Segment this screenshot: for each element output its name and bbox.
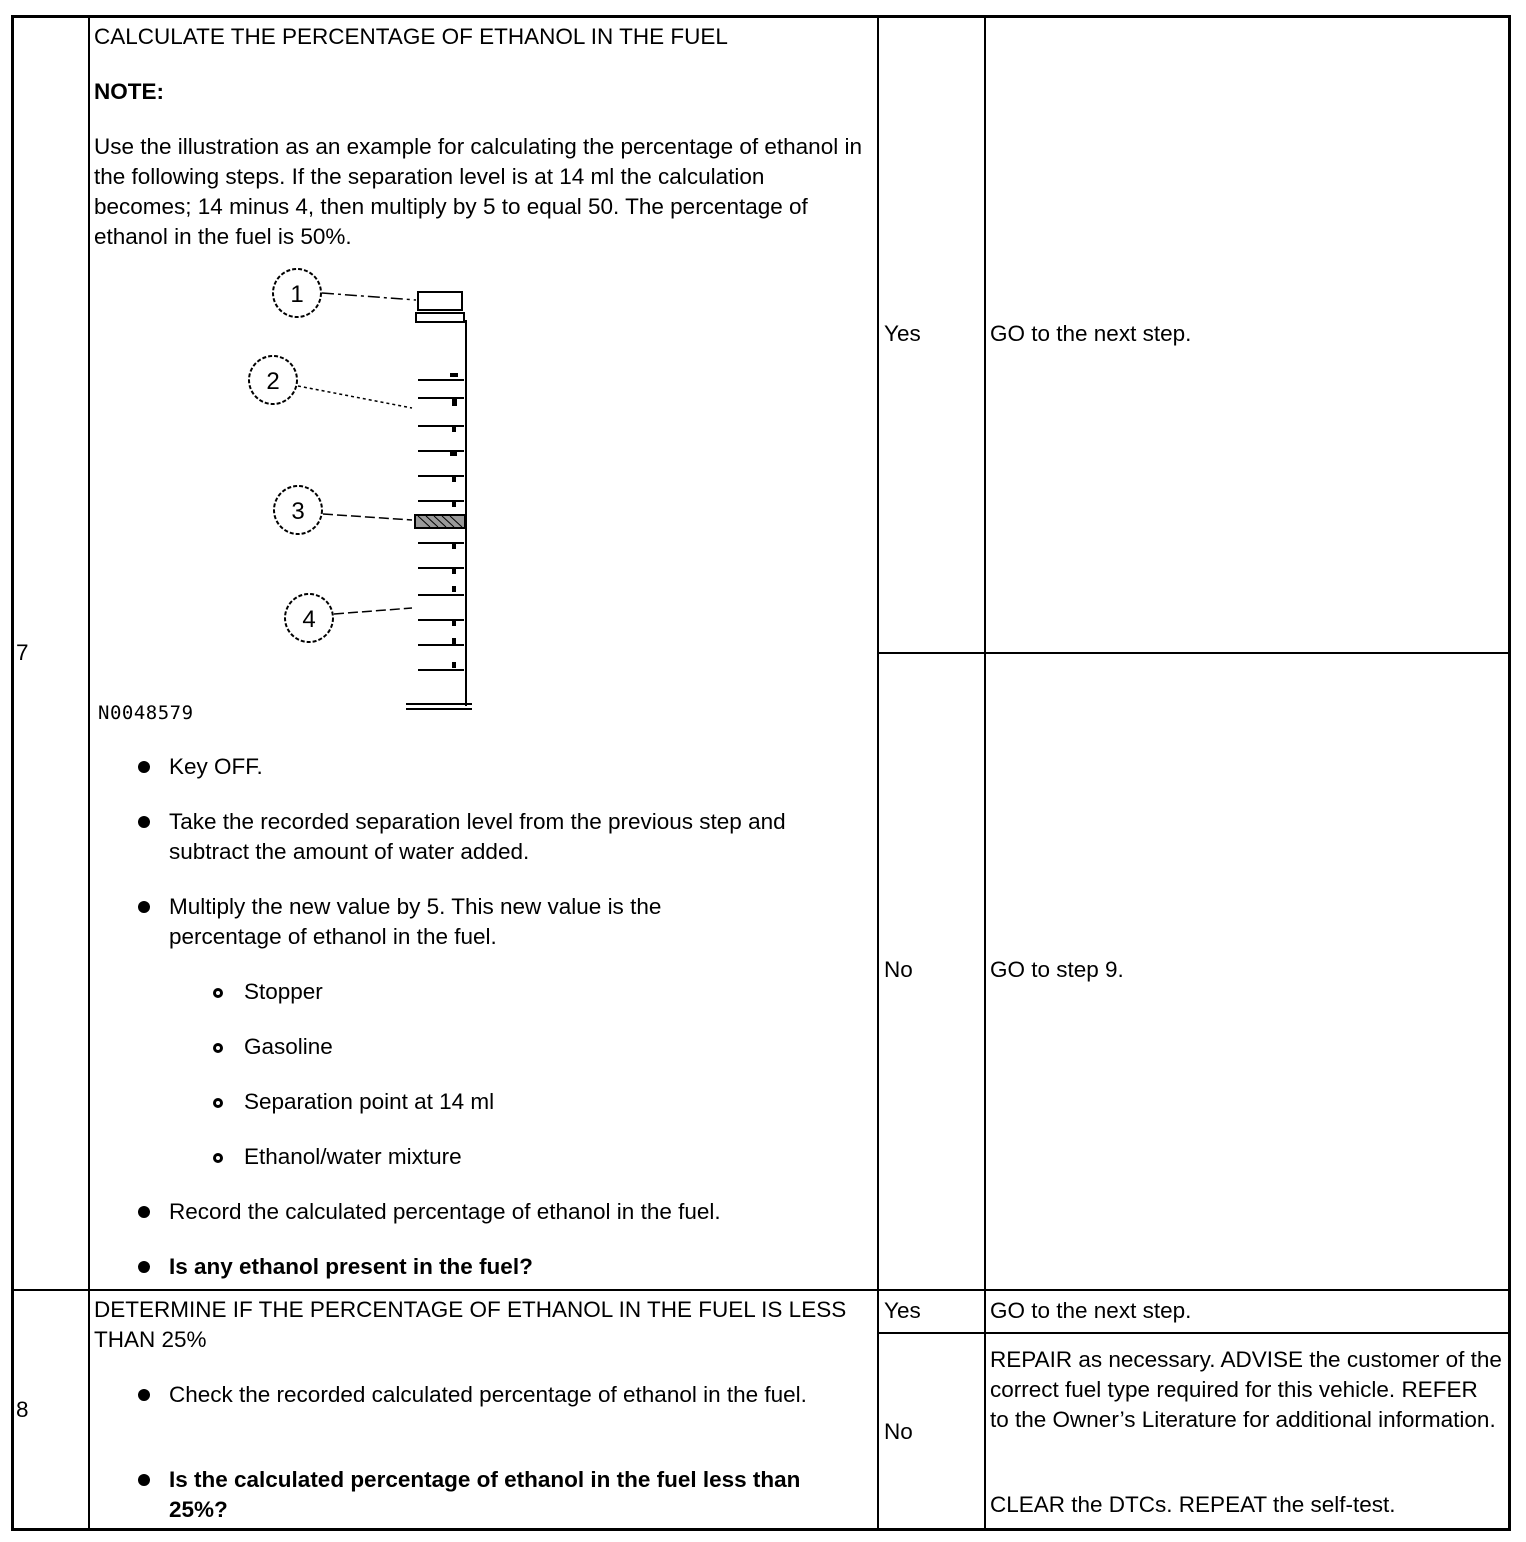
yes-no-divider — [877, 1332, 1508, 1334]
sub-bullet-icon — [213, 1098, 223, 1108]
step-title: CALCULATE THE PERCENTAGE OF ETHANOL IN THE FUEL — [94, 24, 728, 49]
callout-number: 4 — [302, 606, 316, 633]
graduated-cylinder-illustration — [240, 258, 490, 718]
bullet-icon — [138, 1389, 150, 1401]
sub-bullet-icon — [213, 1043, 223, 1053]
callout-number: 2 — [266, 368, 280, 395]
yes-label: Yes — [884, 1298, 921, 1323]
yes-no-divider — [877, 652, 1508, 654]
bullet-icon — [138, 1206, 150, 1218]
bullet-text: Take the recorded separation level from the previous step and subtract the amount of water added. — [169, 809, 786, 864]
callout-number: 3 — [291, 498, 305, 525]
sub-bullet-icon — [213, 988, 223, 998]
sub-item-text: Separation point at 14 ml — [244, 1089, 495, 1114]
sub-item-text: Gasoline — [244, 1034, 333, 1059]
sub-item-text: Ethanol/water mixture — [244, 1144, 462, 1169]
note-text: Use the illustration as an example for calculating the percentage of ethanol in the following steps. If the separation level is at 14 ml the calculation becomes; 14 minus 4, then multiply by 5 to equal 50. The percentage of ethanol in the fuel is 50%. — [94, 134, 862, 249]
callout-number: 1 — [290, 281, 304, 308]
bullet-icon — [138, 1474, 150, 1486]
step-title: DETERMINE IF THE PERCENTAGE OF ETHANOL IN THE FUEL IS LESS THAN 25% — [94, 1297, 847, 1352]
no-action: REPAIR as necessary. ADVISE the customer of the correct fuel type required for this vehicle. REFER to the Owner’s Literature for additional information. — [990, 1347, 1502, 1432]
column-divider — [877, 18, 879, 1528]
bullet-icon — [138, 1261, 150, 1273]
bullet-text: Record the calculated percentage of ethanol in the fuel. — [169, 1199, 721, 1224]
no-label: No — [884, 957, 913, 982]
sub-bullet-icon — [213, 1153, 223, 1163]
sub-item-text: Stopper — [244, 979, 323, 1004]
yes-action: GO to the next step. — [990, 1298, 1192, 1323]
stopper-shape — [418, 292, 462, 310]
figure-code: N0048579 — [98, 702, 194, 724]
step-number: 8 — [16, 1397, 29, 1422]
bullet-icon — [138, 761, 150, 773]
step-number: 7 — [16, 640, 29, 665]
bullet-text: Check the recorded calculated percentage of ethanol in the fuel. — [169, 1382, 807, 1407]
yes-action: GO to the next step. — [990, 321, 1192, 346]
no-label: No — [884, 1419, 913, 1444]
bullet-icon — [138, 901, 150, 913]
column-divider — [88, 18, 90, 1528]
note-label: NOTE: — [94, 79, 164, 104]
row-divider — [14, 1289, 1508, 1291]
column-divider — [984, 18, 986, 1528]
question-text: Is any ethanol present in the fuel? — [169, 1254, 533, 1279]
question-text: Is the calculated percentage of ethanol in the fuel less than 25%? — [169, 1467, 801, 1522]
no-action: GO to step 9. — [990, 957, 1124, 982]
bullet-text: Multiply the new value by 5. This new value is the percentage of ethanol in the fuel. — [169, 894, 662, 949]
bullet-text: Key OFF. — [169, 754, 263, 779]
no-action-followup: CLEAR the DTCs. REPEAT the self-test. — [990, 1492, 1396, 1517]
yes-label: Yes — [884, 321, 921, 346]
bullet-icon — [138, 816, 150, 828]
